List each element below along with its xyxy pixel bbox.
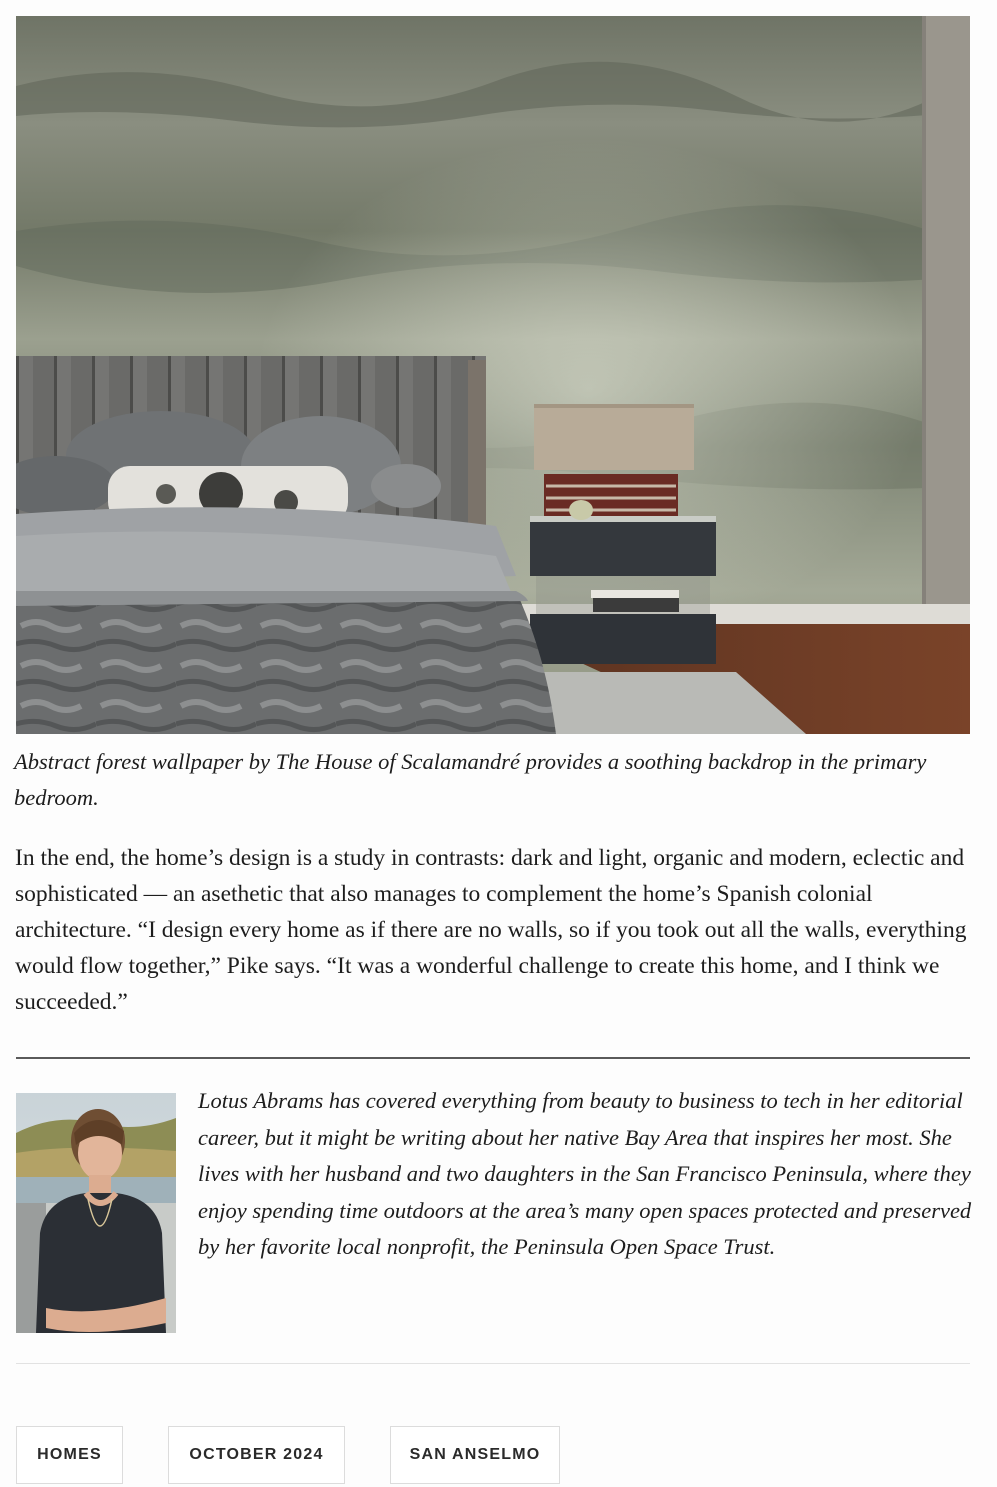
tag-san-anselmo[interactable]: SAN ANSELMO — [390, 1426, 560, 1484]
author-avatar — [16, 1093, 176, 1333]
author-portrait-illustration — [16, 1093, 176, 1333]
section-divider — [16, 1057, 970, 1059]
hero-photo — [16, 16, 970, 734]
footer-divider — [16, 1363, 970, 1364]
photo-caption: Abstract forest wallpaper by The House of Scalamandré provides a soothing backdrop in the primary bedroom. — [14, 749, 927, 810]
author-bio: Lotus Abrams has covered everything from beauty to business to tech in her editorial career, but it might be writing about her native Bay Area that inspires her most. She lives with her husband and two daughters in the San Francisco Peninsula, where they enjoy spending time outdoors at the area’s many open spaces protected and preserved by her favorite local nonprofit, the Peninsula Open Space Trust. — [198, 1088, 972, 1259]
tag-october-2024[interactable]: OCTOBER 2024 — [168, 1426, 345, 1484]
tag-homes[interactable]: HOMES — [16, 1426, 123, 1484]
article-paragraph: In the end, the home’s design is a study in contrasts: dark and light, organic and modern, eclectic and sophisticated — an asethetic that also manages to complement the home’s Spanish colonial architecture. “I design every home as if there are no walls, so if you took out all the walls, everything would flow together,” Pike says. “It was a wonderful challenge to create this home, and I think we succeeded.” — [15, 845, 967, 1015]
bedroom-photo-illustration — [16, 16, 970, 734]
